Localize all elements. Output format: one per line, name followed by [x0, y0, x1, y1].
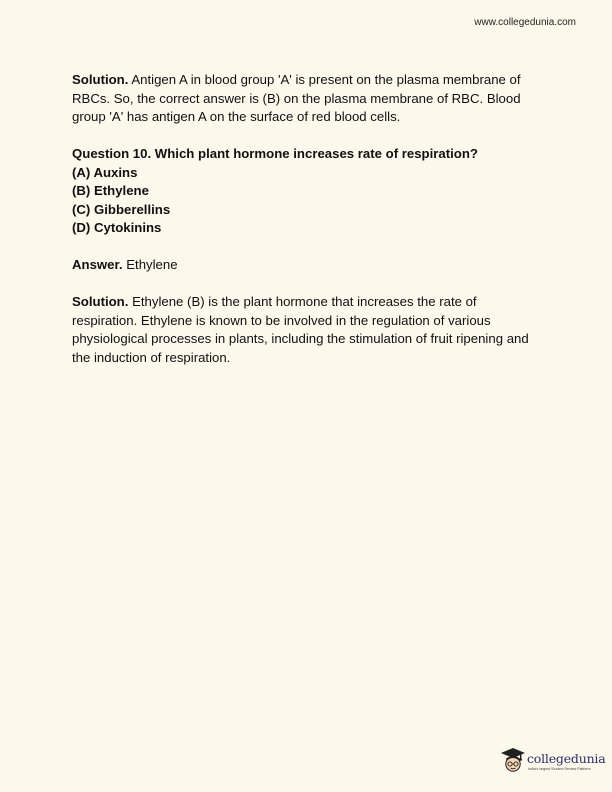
solution-paragraph: [72, 71, 542, 127]
graduate-mascot-icon: [500, 747, 526, 775]
option-c: (C) Gibberellins: [72, 201, 171, 217]
answer-paragraph: [72, 256, 542, 275]
solution-text: Antigen A in blood group 'A' is present on the plasma membrane of RBCs. So, the correct answer is (B) on the plasma membrane of RBC. Blood group 'A' has antigen A on the surface of red blood cells.: [72, 72, 521, 124]
answer-text: Ethylene: [122, 257, 178, 272]
option-d: (D) Cytokinins: [72, 220, 162, 235]
solution-label: Solution.: [72, 72, 129, 87]
option-b: (B) Ethylene: [72, 183, 149, 198]
collegedunia-logo: [500, 747, 610, 777]
solution-label-2: Solution.: [72, 294, 129, 309]
solution-text-2: Ethylene (B) is the plant hormone that increases the rate of respiration. Ethylene is known to be involved in the regulation of various physiological processes in plants, including the stimulation of fruit ripening and the induction of respiration.: [72, 294, 529, 365]
option-a: (A) Auxins: [72, 164, 138, 180]
question-title: Question 10. Which plant hormone increases rate of respiration?: [72, 146, 478, 161]
page-content: [72, 71, 542, 367]
solution-paragraph-2: [72, 293, 542, 367]
logo-wordmark: collegedunia: [527, 751, 606, 766]
answer-label: Answer.: [72, 257, 123, 272]
site-url: www.collegedunia.com: [474, 17, 576, 28]
logo-tagline: India's largest Student Review Platform: [528, 767, 591, 771]
